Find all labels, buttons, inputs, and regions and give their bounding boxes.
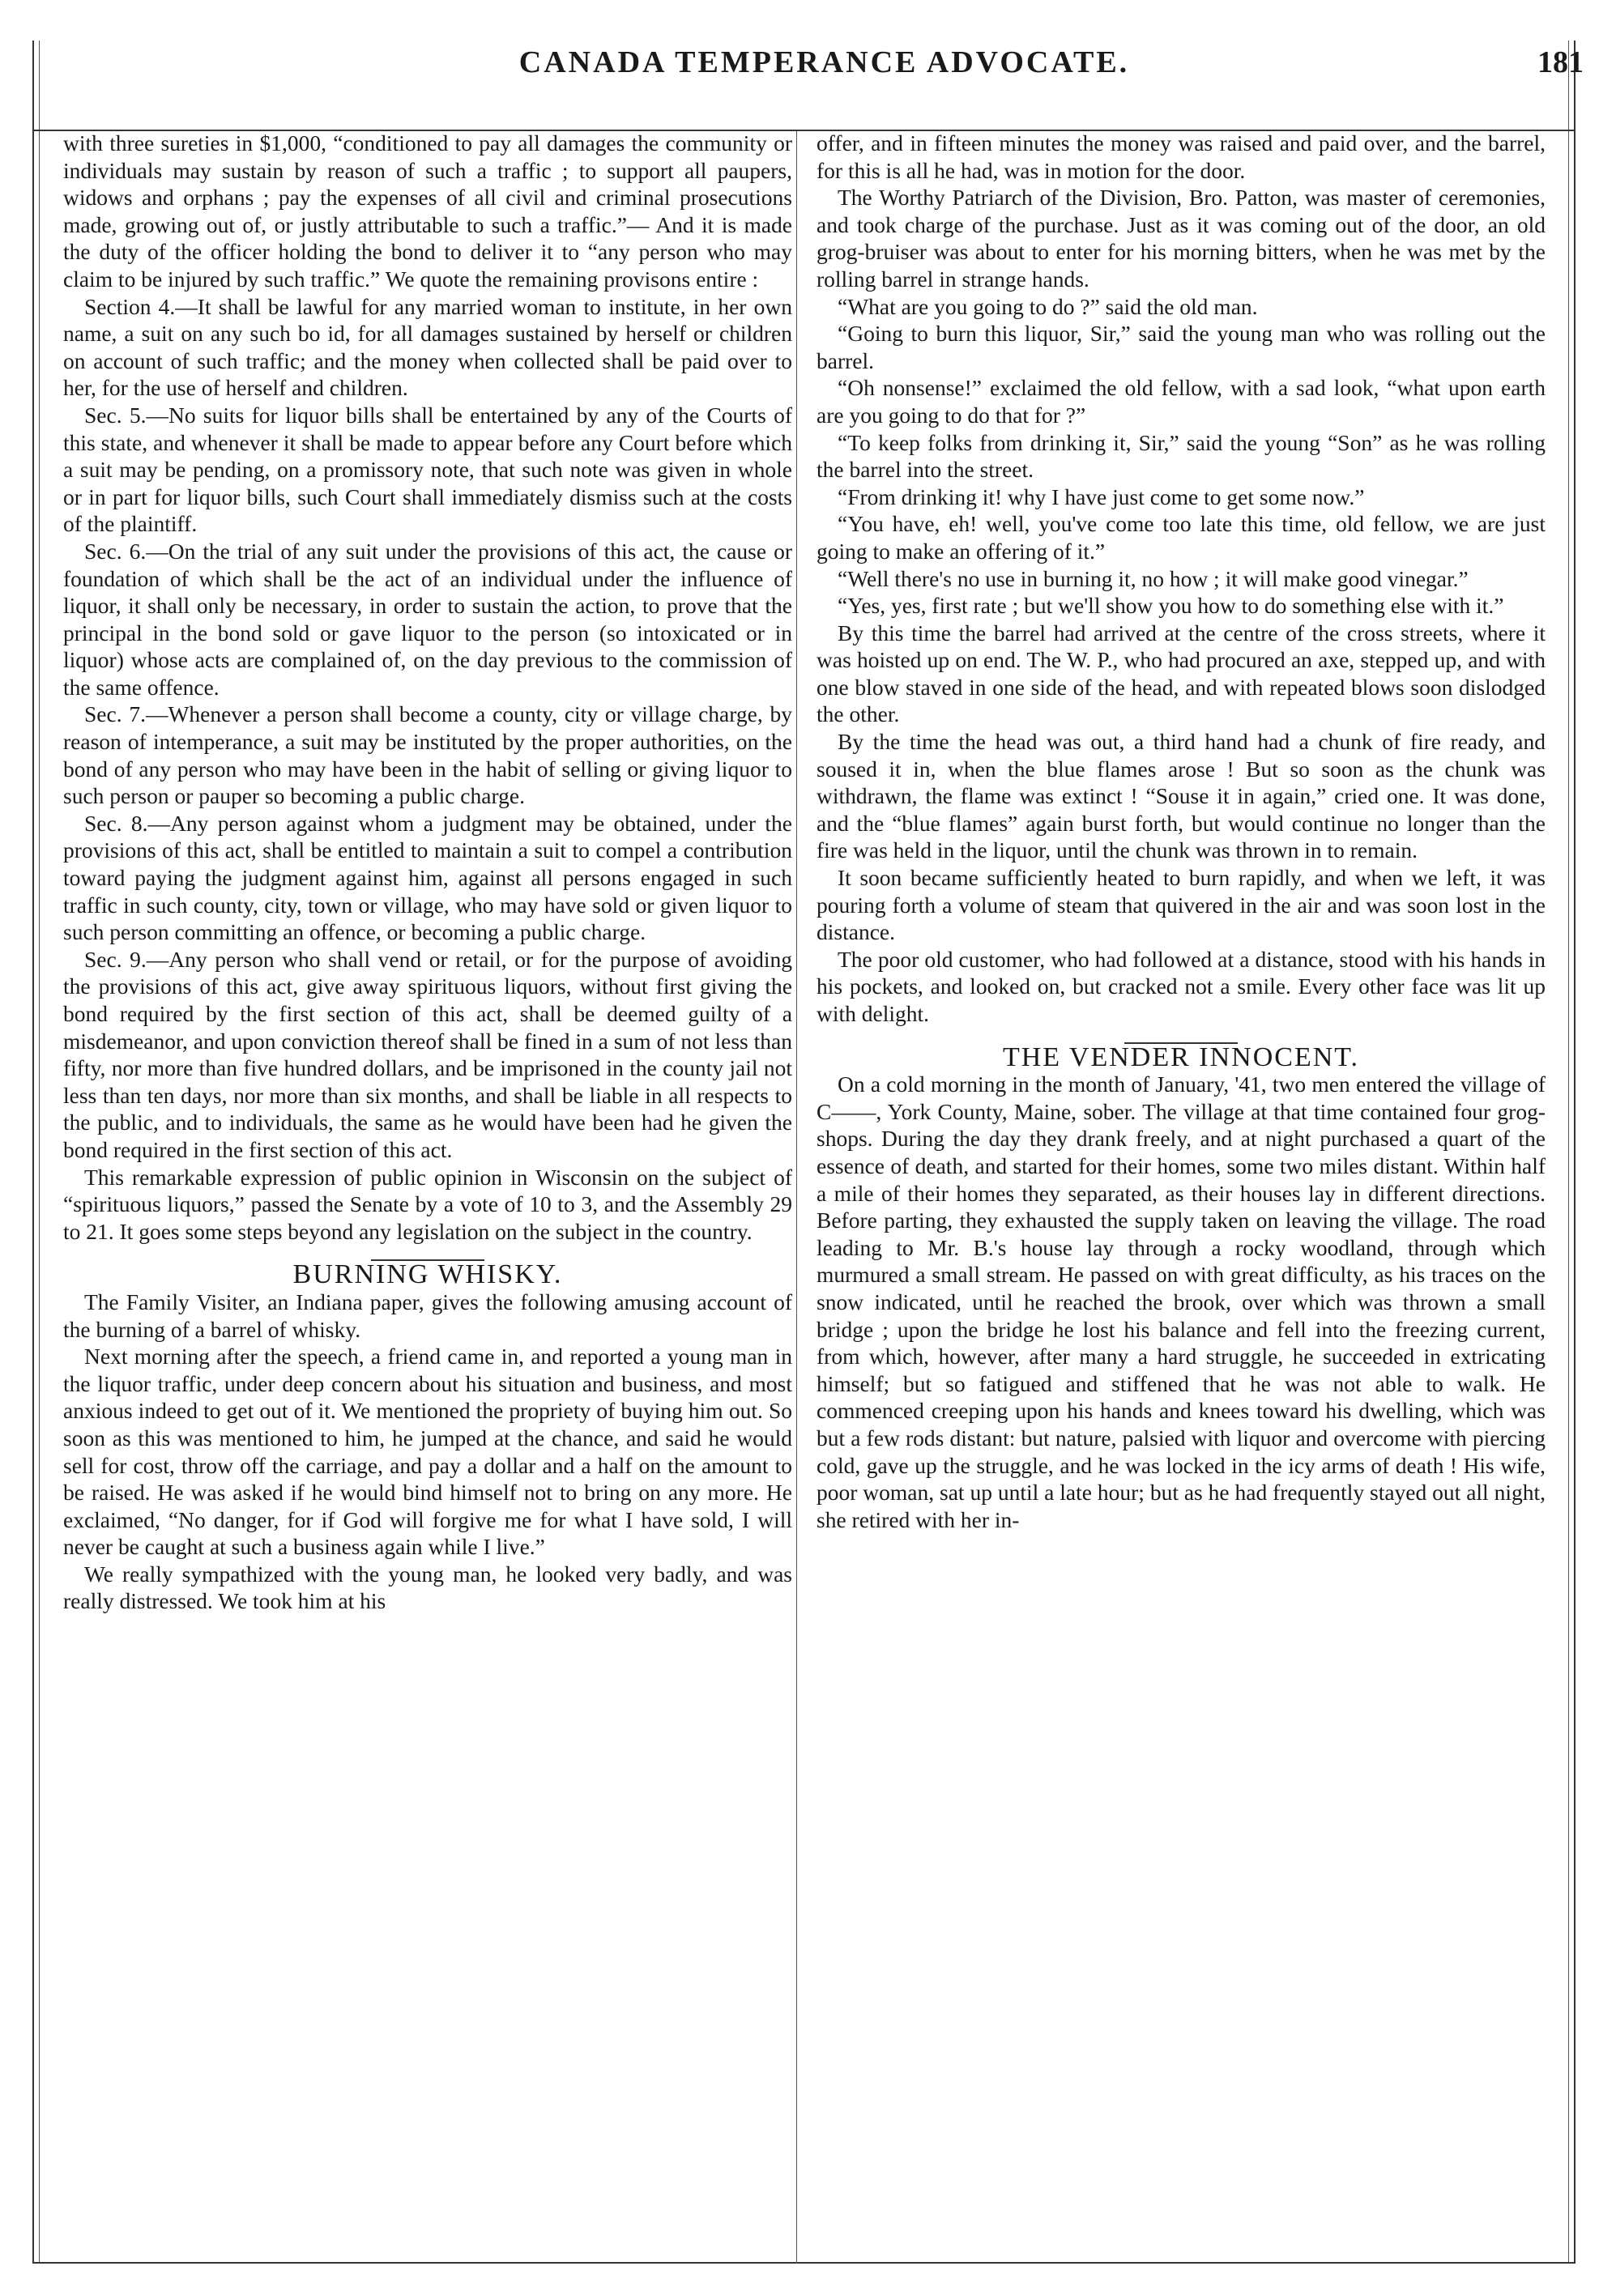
paragraph: “You have, eh! well, you've come too late this time, old fellow, we are just going to make an offering of it.” (817, 511, 1546, 564)
section-heading: THE VENDER INNOCENT. (1002, 1042, 1360, 1072)
paragraph: By this time the barrel had arrived at the centre of the cross streets, where it was hoisted up on end. The W. P., who had procured an axe, stepped up, and with one blow staved in one side of the head, and with repeated blows soon dislodged the other. (817, 620, 1546, 727)
paragraph: Sec. 6.—On the trial of any suit under the provisions of this act, the cause or foundation of which shall be the act of an individual under the influence of liquor, it shall only be necessary, in order to sustain the action, to prove that the principal in the bond sold or gave liquor to the person (so intoxicated or in liquor) whose acts are complained of, on the day previous to the commission of the same offence. (63, 538, 792, 700)
page-header (49, 45, 1600, 109)
left-border-rule (32, 40, 34, 2264)
left-border-rule-inner (39, 40, 40, 2264)
paragraph: The poor old customer, who had followed at a distance, stood with his hands in his pockets, and looked on, but cracked not a smile. Every other face was lit up with delight. (817, 946, 1546, 1026)
paragraph: Sec. 9.—Any person who shall vend or retail, or for the purpose of avoiding the provisions of this act, give away spirituous liquors, without first giving the bond required by the first section of this act, shall be deemed guilty of a misdemeanor, and upon conviction thereof shall be fined in a sum of not less than fifty, nor more than five hundred dollars, and be imprisoned in the county jail not less than ten days, nor more than six months, and shall be liable in all respects to the public, and to individuals, the same as he would have been had he given the bond required in the first section of this act. (63, 946, 792, 1162)
page-number: 181 (1537, 45, 1584, 79)
right-column (817, 130, 1546, 1533)
paragraph: The Worthy Patriarch of the Division, Bro. Patton, was master of ceremonies, and took charge of the purchase. Just as it was coming out of the door, an old grog-bruiser was about to enter for his morning bitters, when he was met by the rolling barrel in strange hands. (817, 185, 1546, 292)
paragraph: “What are you going to do ?” said the old man. (838, 293, 1258, 319)
paragraph: On a cold morning in the month of January, '41, two men entered the village of C——, York County, Maine, sober. The village at that time contained four grog-shops. During the day they drank freely, and at night purchased a quart of the essence of death, and started for their homes, some two miles distant. Within half a mile of their homes they separated, as their houses lay in different directions. Before parting, they exhausted the supply taken on leaving the village. The road leading to Mr. B.'s house lay through a rocky woodland, through which murmured a small stream. He passed on with great difficulty, as his traces on the snow indicated, until he reached the brook, over which was thrown a small bridge ; upon the bridge he lost his balance and fell into the freezing current, from which, however, after many a hard struggle, he succeeded in extricating himself; but so fatigued and stiffened that he was not able to walk. He commenced creeping upon his hands and knees toward his dwelling, which was but a few rods distant: but nature, palsied with liquor and overcome with piercing cold, gave up the struggle, and he was locked in the icy arms of death ! His wife, poor woman, sat up until a late hour; but as he had frequently stayed out all night, she retired with her in- (817, 1071, 1546, 1532)
bottom-border-rule (32, 2262, 1575, 2264)
paragraph: “Going to burn this liquor, Sir,” said the young man who was rolling out the barrel. (817, 321, 1546, 373)
paragraph: We really sympathized with the young man, he looked very badly, and was really distressed. We took him at his (63, 1561, 792, 1614)
paragraph: It soon became sufficiently heated to burn rapidly, and when we left, it was pouring forth a volume of steam that quivered in the air and was soon lost in the distance. (817, 865, 1546, 945)
paragraph: Sec. 7.—Whenever a person shall become a county, city or village charge, by reason of intemperance, a suit may be instituted by the proper authorities, on the bond of any person who may have been in the habit of selling or giving liquor to such person or pauper so becoming a public charge. (63, 701, 792, 809)
paragraph: By the time the head was out, a third hand had a chunk of fire ready, and soused it in, when the blue flames arose ! But so soon as the chunk was withdrawn, the flame was extinct ! “Souse it in again,” cried one. It was done, and the “blue flames” again burst forth, but would continue no longer than the fire was held in the liquor, until the chunk was thrown in to remain. (817, 729, 1546, 863)
paragraph: “From drinking it! why I have just come to get some now.” (838, 483, 1365, 509)
paragraph: offer, and in fifteen minutes the money was raised and paid over, and the barrel, for this is all he had, was in motion for the door. (817, 130, 1546, 183)
left-column (63, 130, 792, 1615)
paragraph: The Family Visiter, an Indiana paper, gives the following amusing account of the burning of a barrel of whisky. (63, 1289, 792, 1342)
paragraph: Sec. 5.—No suits for liquor bills shall be entertained by any of the Courts of this state, and whenever it shall be made to appear before any Court before which a suit may be pending, on a promissory note, that such note was given in whole or in part for liquor bills, such Court shall immediately dismiss such at the costs of the plaintiff. (63, 402, 792, 537)
paragraph: “Yes, yes, first rate ; but we'll show you how to do something else with it.” (838, 593, 1504, 619)
paragraph: This remarkable expression of public opinion in Wisconsin on the subject of “spirituous liquors,” passed the Senate by a vote of 10 to 3, and the Assembly 29 to 21. It goes some steps beyond any legislation on the subject in the country. (63, 1164, 792, 1244)
paragraph: “Oh nonsense!” exclaimed the old fellow, with a sad look, “what upon earth are you going to do that for ?” (817, 375, 1546, 428)
paragraph: Section 4.—It shall be lawful for any married woman to institute, in her own name, a suit on any such bo id, for all damages sustained by herself or children on account of such traffic; and the money when collected shall be paid over to her, for the use of herself and children. (63, 293, 792, 401)
column-divider (796, 131, 797, 2264)
publication-title: CANADA TEMPERANCE ADVOCATE. (518, 45, 1130, 79)
right-border-rule (1574, 40, 1575, 2264)
paragraph: Sec. 8.—Any person against whom a judgment may be obtained, under the provisions of this act, shall be entitled to maintain a suit to compel a contribution toward paying the judgment against him, against all persons engaged in such traffic in such county, city, town or village, who may have sold or given liquor to such person committing an offence, or becoming a public charge. (63, 810, 792, 945)
paragraph: “To keep folks from drinking it, Sir,” said the young “Son” as he was rolling the barrel into the street. (817, 429, 1546, 483)
paragraph: with three sureties in $1,000, “conditioned to pay all damages the community or individuals may sustain by reason of such a traffic ; to support all paupers, widows and orphans ; pay the expenses of all civil and criminal prosecutions made, growing out of, or justly attributable to such a traffic.”— And it is made the duty of the officer holding the bond to deliver it to “any person who may claim to be injured by such traffic.” We quote the remaining provisons entire : (63, 130, 792, 292)
paragraph: “Well there's no use in burning it, no how ; it will make good vinegar.” (838, 565, 1469, 591)
section-heading: BURNING WHISKY. (292, 1259, 563, 1290)
right-border-rule-inner (1568, 40, 1569, 2264)
paragraph: Next morning after the speech, a friend came in, and reported a young man in the liquor traffic, under deep concern about his situation and business, and most anxious indeed to get out of it. We mentioned the propriety of buying him out. So soon as this was mentioned to him, he jumped at the chance, and said he would sell for cost, throw off the carriage, and pay a dollar and a half on the amount to be raised. He was asked if he would bind himself not to bring on any more. He exclaimed, “No danger, for if God will forgive me for what I have sold, I will never be caught at such a business again while I live.” (63, 1344, 792, 1560)
